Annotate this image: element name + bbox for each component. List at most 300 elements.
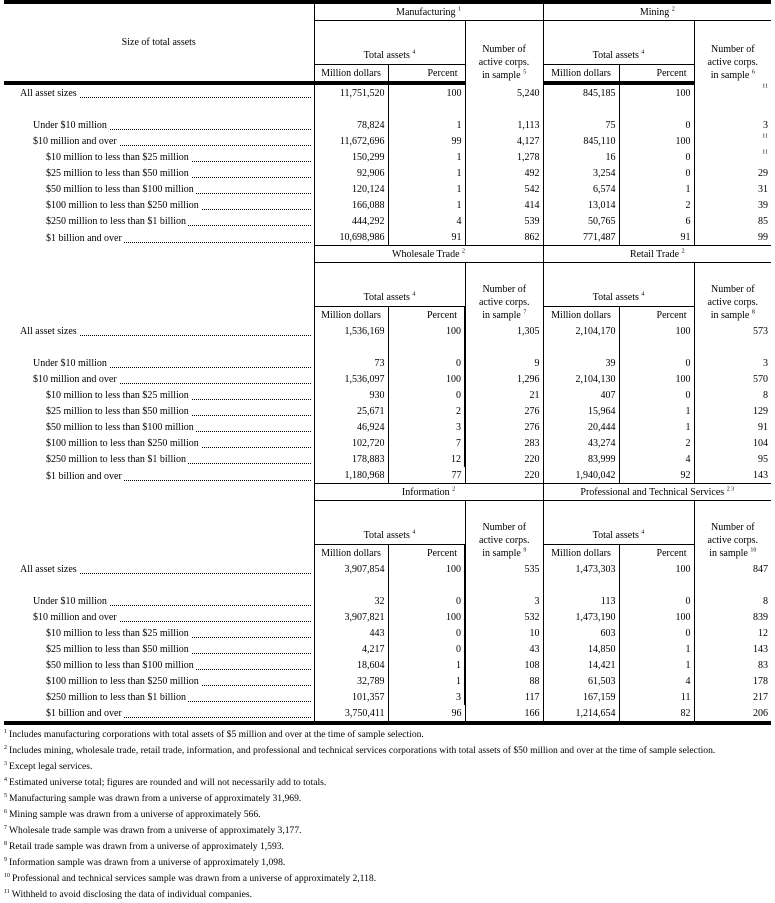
industry-title: Retail Trade (629, 249, 680, 260)
footnote-ref: 4 (412, 291, 416, 298)
footnote-ref: 5 (523, 69, 527, 76)
cell-value: 99 (758, 232, 769, 243)
cell-value: 1,278 (517, 152, 540, 163)
spacer (543, 339, 619, 355)
cell-value: 6 (685, 216, 691, 227)
row-label: $1 billion and over (46, 708, 122, 719)
cell-value: 443 (369, 628, 385, 639)
cell-value: 85 (758, 216, 769, 227)
million-dollars-header (314, 307, 388, 324)
active-corps-value (694, 149, 771, 165)
percent-value (388, 609, 465, 625)
header-line (698, 309, 769, 322)
million-dollars-label: Million dollars (321, 310, 381, 321)
spacer (4, 101, 314, 117)
cell-value: 1,180,968 (344, 470, 385, 481)
total-assets-header (543, 263, 694, 307)
million-dollars-value (314, 689, 388, 705)
spacer (694, 339, 771, 355)
spacer (388, 577, 465, 593)
header-line: active corps. (707, 297, 759, 308)
cell-value: 1 (456, 152, 462, 163)
cell-value: 91 (680, 232, 691, 243)
cell-value: 43 (529, 644, 540, 655)
percent-value (388, 387, 465, 403)
header-line: Number of (710, 44, 755, 55)
active-corps-value (694, 181, 771, 197)
table-row (4, 371, 771, 387)
dot-leader (33, 135, 311, 149)
row-label: All asset sizes (20, 564, 77, 575)
row-label: $10 million to less than $25 million (46, 152, 189, 163)
percent-header (619, 545, 694, 562)
cell-value: 570 (753, 374, 769, 385)
percent-value (619, 83, 694, 101)
dot-leader (46, 389, 311, 403)
percent-value (388, 561, 465, 577)
table-row (4, 673, 771, 689)
active-corps-value (465, 673, 543, 689)
million-dollars-value (543, 149, 619, 165)
footnote-text: Professional and technical services sample was drawn from a universe of approximately 2,118. (12, 873, 377, 884)
million-dollars-value (543, 213, 619, 229)
million-dollars-value (314, 641, 388, 657)
active-corps-value (465, 657, 543, 673)
percent-value (388, 117, 465, 133)
active-corps-value (694, 117, 771, 133)
percent-value (619, 371, 694, 387)
bottom-rule (4, 721, 771, 725)
percent-label: Percent (656, 548, 687, 559)
table-row (4, 149, 771, 165)
active-corps-header (694, 263, 771, 324)
spacer (619, 339, 694, 355)
row-label: Under $10 million (33, 120, 107, 131)
footnote (4, 743, 771, 759)
cell-value: 16 (605, 152, 616, 163)
total-assets-header (314, 501, 465, 545)
total-assets-header (314, 263, 465, 307)
million-dollars-value (314, 561, 388, 577)
spacer (694, 577, 771, 593)
cell-value: 930 (369, 390, 385, 401)
cell-value: 100 (446, 374, 461, 385)
cell-value: 120,124 (352, 184, 385, 195)
active-corps-value (465, 323, 543, 339)
section-title-left (314, 484, 543, 501)
cell-value: 7 (456, 438, 461, 449)
million-dollars-value (314, 229, 388, 246)
table-row (4, 561, 771, 577)
header-line-text: in sample (710, 70, 750, 81)
dot-leader (46, 627, 311, 641)
row-label: $25 million to less than $50 million (46, 406, 189, 417)
cell-value: 1 (456, 120, 462, 131)
footnote-number: 4 (4, 776, 7, 783)
header-line-text: in sample (709, 548, 748, 559)
percent-value (388, 451, 465, 467)
active-corps-value (694, 641, 771, 657)
header-line: Number of (710, 522, 755, 533)
cell-value: 95 (758, 454, 769, 465)
cell-value: 603 (600, 628, 616, 639)
million-dollars-value (543, 181, 619, 197)
header-line (698, 547, 769, 560)
cell-value: 83 (758, 660, 769, 671)
dot-leader (33, 373, 311, 387)
total-assets-label: Total assets (363, 292, 410, 303)
cell-value: 100 (446, 612, 461, 623)
million-dollars-value (543, 467, 619, 484)
spacer (465, 577, 543, 593)
stub-header-cell (4, 484, 314, 562)
industry-title: Information (401, 487, 450, 498)
row-label: $25 million to less than $50 million (46, 168, 189, 179)
row-label: $50 million to less than $100 million (46, 184, 194, 195)
million-dollars-value (314, 435, 388, 451)
active-corps-value (465, 117, 543, 133)
million-dollars-value (543, 419, 619, 435)
table-row (4, 593, 771, 609)
cell-value: 2 (456, 406, 461, 417)
row-label: Under $10 million (33, 596, 107, 607)
active-corps-value (694, 371, 771, 387)
million-dollars-value (543, 657, 619, 673)
million-dollars-label: Million dollars (321, 548, 381, 559)
percent-label: Percent (427, 68, 458, 79)
active-corps-value (465, 133, 543, 149)
table-row (4, 133, 771, 149)
active-corps-value (465, 561, 543, 577)
cell-value: 535 (524, 564, 540, 575)
cell-value: 100 (675, 612, 691, 623)
cell-value: 1 (685, 660, 691, 671)
cell-value: 14,850 (588, 644, 616, 655)
million-dollars-value (543, 641, 619, 657)
cell-value: 25,671 (357, 406, 385, 417)
footnote-number: 7 (4, 824, 7, 831)
cell-value: 108 (524, 660, 540, 671)
dot-leader (46, 167, 311, 181)
active-corps-header (465, 21, 543, 84)
row-label: $10 million to less than $25 million (46, 628, 189, 639)
active-corps-value (694, 561, 771, 577)
industry-title: Professional and Technical Services (580, 487, 725, 498)
footnote-text: Includes manufacturing corporations with total assets of $5 million and over at the time of sample selection. (9, 729, 424, 740)
spacer (694, 101, 771, 117)
cell-value: 143 (753, 470, 769, 481)
footnote-text: Manufacturing sample was drawn from a universe of approximately 31,969. (9, 793, 302, 804)
percent-value (388, 165, 465, 181)
million-dollars-header (543, 307, 619, 324)
active-corps-header (465, 501, 543, 562)
row-label-cell (4, 133, 314, 149)
percent-value (388, 689, 465, 705)
table-row (4, 419, 771, 435)
active-corps-value (694, 593, 771, 609)
footnote-number: 11 (4, 888, 10, 895)
active-corps-value (694, 213, 771, 229)
table-row (4, 117, 771, 133)
million-dollars-value (314, 165, 388, 181)
spacer (4, 577, 314, 593)
cell-value: 444,292 (352, 216, 385, 227)
cell-value: 2,104,130 (575, 374, 616, 385)
dot-leader (46, 199, 311, 213)
footnote-ref: 2 (671, 6, 675, 13)
cell-value: 32,789 (357, 676, 385, 687)
cell-value: 4,217 (362, 644, 385, 655)
row-label-cell (4, 467, 314, 484)
percent-value (619, 673, 694, 689)
spacer (543, 101, 619, 117)
total-assets-label: Total assets (592, 292, 639, 303)
cell-value: 166,088 (352, 200, 385, 211)
spacer-row (4, 577, 771, 593)
footnote-text: Wholesale trade sample was drawn from a universe of approximately 3,177. (9, 825, 302, 836)
dot-leader (46, 691, 311, 705)
footnotes (4, 727, 771, 903)
table-row (4, 403, 771, 419)
cell-value: 88 (529, 676, 540, 687)
table-row (4, 197, 771, 213)
percent-value (388, 593, 465, 609)
cell-value: 0 (456, 628, 461, 639)
cell-value: 532 (524, 612, 540, 623)
dot-leader (20, 87, 311, 101)
footnote-ref: 4 (641, 49, 645, 56)
cell-value: 178,883 (352, 454, 385, 465)
total-assets-header (543, 501, 694, 545)
active-corps-value (465, 213, 543, 229)
active-corps-value (694, 689, 771, 705)
table-row (4, 657, 771, 673)
million-dollars-value (543, 355, 619, 371)
cell-value: 862 (524, 232, 540, 243)
cell-value: 100 (675, 564, 691, 575)
dot-leader (46, 470, 311, 484)
cell-value: 18,604 (357, 660, 385, 671)
cell-value: 100 (675, 374, 691, 385)
table-row (4, 181, 771, 197)
section-title-left (314, 246, 543, 263)
active-corps-value (465, 149, 543, 165)
cell-value: 20,444 (588, 422, 616, 433)
header-line-text: in sample (481, 70, 521, 81)
cell-value: 0 (685, 168, 691, 179)
percent-value (619, 229, 694, 246)
cell-value: 217 (753, 692, 769, 703)
percent-value (619, 403, 694, 419)
cell-value: 3 (763, 120, 769, 131)
active-corps-value (465, 435, 543, 451)
million-dollars-value (314, 197, 388, 213)
footnote-text: Mining sample was drawn from a universe of approximately 566. (9, 809, 261, 820)
percent-value (619, 181, 694, 197)
section-title-right (543, 484, 771, 501)
cell-value: 1 (456, 168, 462, 179)
cell-value: 113 (600, 596, 616, 607)
header-line: active corps. (707, 535, 759, 546)
section-title-left (314, 4, 543, 21)
header-line (469, 547, 540, 560)
cell-value: 101,357 (352, 692, 385, 703)
cell-value: 0 (685, 358, 691, 369)
cell-value: 117 (524, 692, 540, 703)
active-corps-value (694, 657, 771, 673)
total-assets-header (314, 21, 465, 65)
header-line (469, 309, 540, 322)
million-dollars-value (314, 323, 388, 339)
row-label-cell (4, 673, 314, 689)
cell-value: 283 (524, 438, 540, 449)
cell-value: 276 (524, 422, 540, 433)
percent-value (619, 165, 694, 181)
cell-value: 4 (685, 676, 691, 687)
cell-value: 573 (753, 326, 769, 337)
cell-value: 3,907,821 (344, 612, 385, 623)
cell-value: 1 (685, 406, 691, 417)
active-corps-value (465, 419, 543, 435)
dot-leader (46, 421, 311, 435)
cell-value: 92 (680, 470, 691, 481)
header-line-text: in sample (710, 310, 750, 321)
row-label-cell (4, 403, 314, 419)
table-row (4, 165, 771, 181)
percent-value (388, 403, 465, 419)
cell-value: 1,214,654 (575, 708, 616, 719)
header-line: active corps. (478, 535, 530, 546)
million-dollars-value (314, 371, 388, 387)
percent-value (619, 435, 694, 451)
row-label-cell (4, 705, 314, 721)
table-row (4, 213, 771, 229)
cell-value: 839 (753, 612, 769, 623)
cell-value: 11,672,696 (339, 136, 385, 147)
total-assets-label: Total assets (592, 530, 639, 541)
cell-value: 206 (753, 708, 769, 719)
percent-value (388, 133, 465, 149)
active-corps-value (694, 323, 771, 339)
cell-value: 12 (451, 454, 461, 465)
cell-value: 50,765 (588, 216, 616, 227)
percent-value (388, 467, 465, 484)
cell-value: 100 (675, 326, 691, 337)
cell-value: 100 (446, 326, 461, 337)
cell-value: 4,127 (517, 136, 540, 147)
footnote-ref: 2 (462, 248, 466, 255)
asset-size-table (4, 4, 771, 721)
cell-value: 39 (758, 200, 769, 211)
cell-value: 0 (456, 358, 461, 369)
million-dollars-value (543, 403, 619, 419)
dot-leader (33, 357, 311, 371)
percent-value (388, 371, 465, 387)
percent-value (619, 419, 694, 435)
row-label-cell (4, 371, 314, 387)
spacer (388, 101, 465, 117)
million-dollars-header (314, 545, 388, 562)
cell-value: 0 (456, 390, 461, 401)
active-corps-header (694, 21, 771, 84)
percent-label: Percent (427, 548, 457, 559)
active-corps-value (465, 689, 543, 705)
million-dollars-value (314, 117, 388, 133)
cell-value: 75 (605, 120, 616, 131)
total-assets-label: Total assets (363, 50, 410, 61)
footnote (4, 871, 771, 887)
section-title-right (543, 246, 771, 263)
row-label: $100 million to less than $250 million (46, 676, 199, 687)
footnote (4, 855, 771, 871)
million-dollars-value (543, 323, 619, 339)
active-corps-header (465, 263, 543, 324)
spacer (4, 339, 314, 355)
million-dollars-value (314, 705, 388, 721)
row-label-cell (4, 165, 314, 181)
spacer (465, 339, 543, 355)
cell-value: 1 (685, 422, 691, 433)
million-dollars-value (314, 625, 388, 641)
percent-value (619, 657, 694, 673)
footnote (4, 759, 771, 775)
million-dollars-value (314, 419, 388, 435)
million-dollars-label: Million dollars (321, 68, 381, 79)
dot-leader (46, 151, 311, 165)
footnote-text: Information sample was drawn from a universe of approximately 1,098. (9, 857, 286, 868)
cell-value: 99 (451, 136, 462, 147)
table-row (4, 83, 771, 101)
dot-leader (33, 119, 311, 133)
spacer-row (4, 339, 771, 355)
active-corps-value (465, 229, 543, 246)
footnote-ref: 4 (641, 291, 645, 298)
footnote-number: 5 (4, 792, 7, 799)
table-row (4, 387, 771, 403)
cell-value: 143 (753, 644, 769, 655)
million-dollars-value (314, 657, 388, 673)
million-dollars-value (543, 593, 619, 609)
row-label-cell (4, 83, 314, 101)
cell-value: 3,907,854 (344, 564, 385, 575)
million-dollars-value (543, 133, 619, 149)
million-dollars-value (543, 451, 619, 467)
cell-value: 492 (524, 168, 540, 179)
cell-value: 1 (685, 184, 691, 195)
active-corps-value (465, 705, 543, 721)
stub-header-cell (4, 4, 314, 83)
industry-title: Manufacturing (396, 7, 456, 18)
active-corps-value (465, 403, 543, 419)
header-line: active corps. (478, 297, 530, 308)
cell-value: 43,274 (588, 438, 616, 449)
million-dollars-value (543, 625, 619, 641)
row-label: $10 million and over (33, 136, 117, 147)
million-dollars-value (314, 467, 388, 484)
total-assets-header (543, 21, 694, 65)
cell-value: 91 (758, 422, 769, 433)
footnote (4, 807, 771, 823)
cell-value: 100 (446, 88, 462, 99)
percent-value (388, 657, 465, 673)
active-corps-value (694, 197, 771, 213)
million-dollars-value (543, 165, 619, 181)
footnote (4, 775, 771, 791)
million-dollars-value (314, 673, 388, 689)
cell-value: 9 (534, 358, 540, 369)
dot-leader (20, 325, 311, 339)
header-line: Number of (482, 522, 527, 533)
